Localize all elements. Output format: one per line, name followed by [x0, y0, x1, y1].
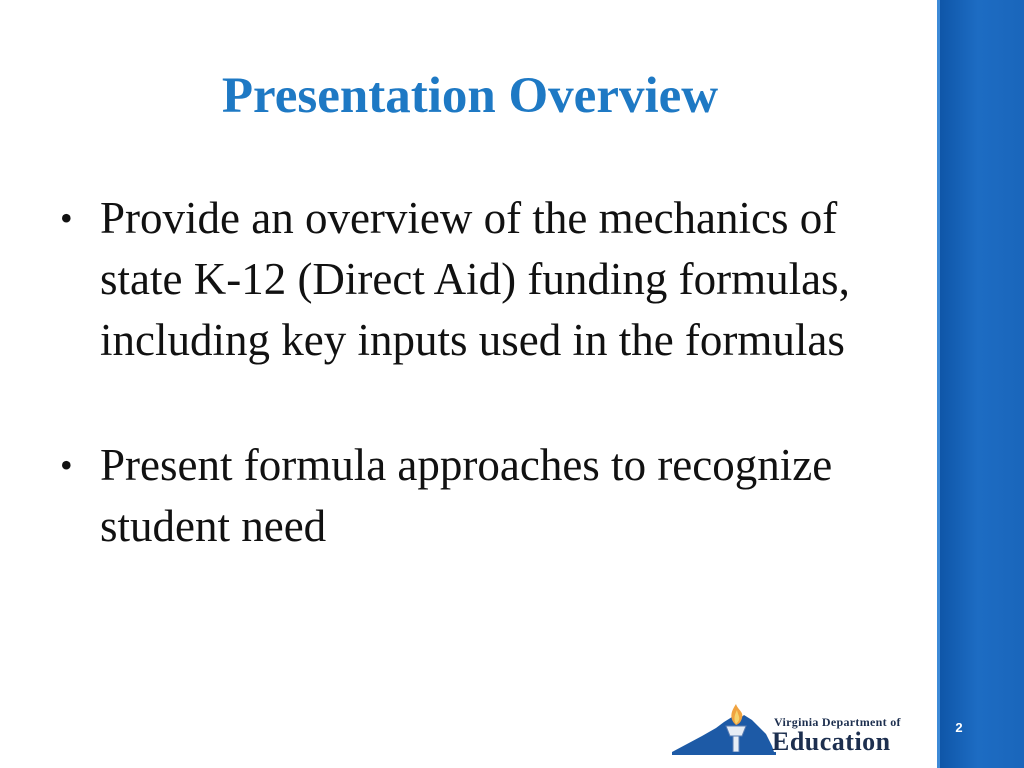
- page-number: 2: [955, 720, 963, 735]
- bullet-item: [58, 435, 918, 557]
- bullet-text: Present formula approaches to recognize student need: [100, 440, 833, 551]
- slide-title: Presentation Overview: [221, 68, 719, 124]
- bullet-list: [58, 188, 918, 557]
- logo-education-text: Education: [772, 727, 891, 756]
- virginia-torch-icon: [672, 700, 782, 758]
- vdoe-logo: [672, 700, 934, 758]
- bullet-marker: •: [60, 445, 73, 485]
- bullet-item: [58, 188, 918, 371]
- bullet-marker: •: [60, 198, 73, 238]
- bullet-text: Provide an overview of the mechanics of state K-12 (Direct Aid) funding formulas, including key inputs used in the formulas: [100, 193, 850, 365]
- logo-department-text: Virginia Department of: [774, 715, 901, 729]
- side-accent-bar: [937, 0, 1024, 768]
